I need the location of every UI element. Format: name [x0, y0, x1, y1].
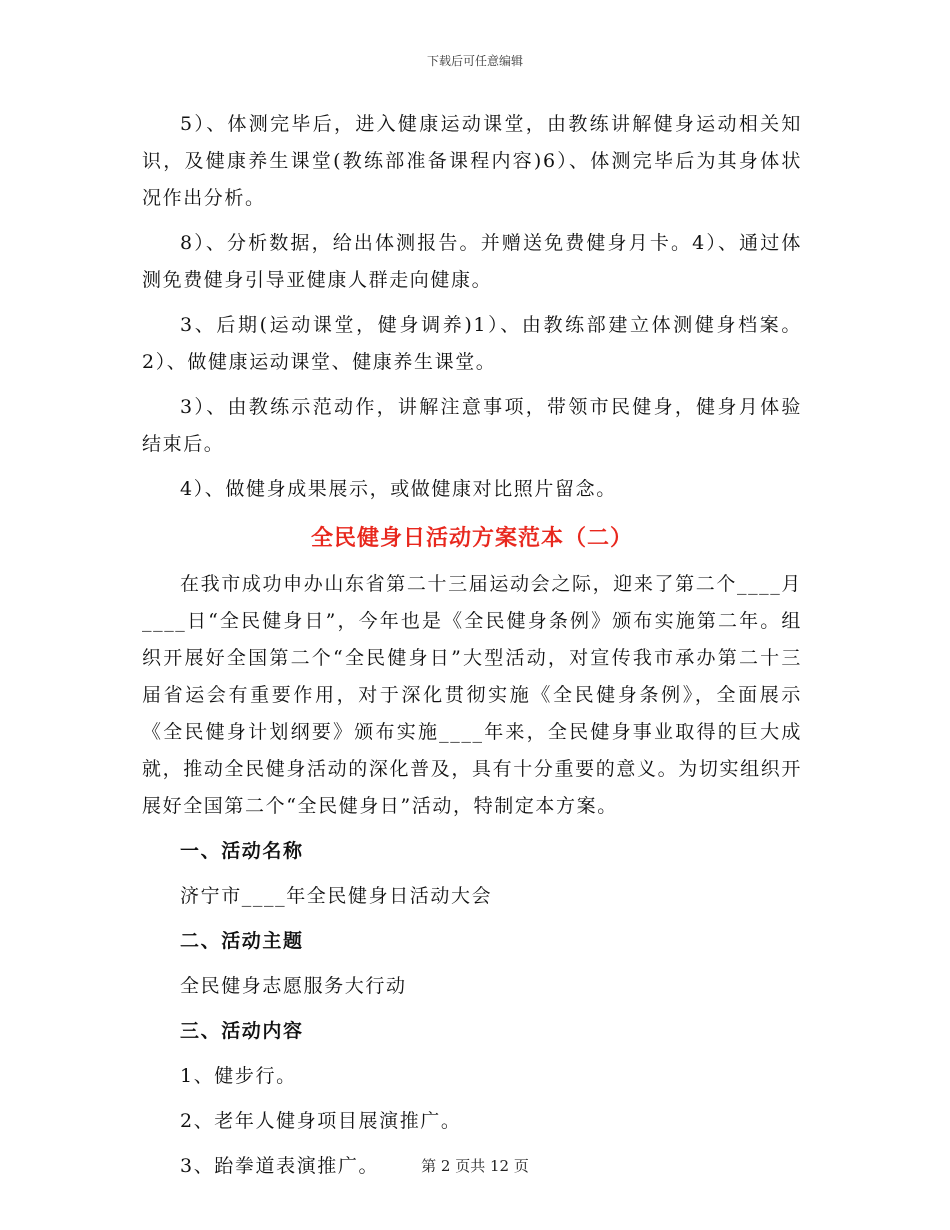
- list-item: 1、健步行。: [180, 1065, 297, 1087]
- section-heading-activity-theme: 二、活动主题: [180, 930, 304, 952]
- page-footer: 第 2 页共 12 页: [421, 1157, 529, 1175]
- section-body-activity-name: 济宁市____年全民健身日活动大会: [180, 885, 493, 907]
- list-item: 2、老年人健身项目展演推广。: [180, 1110, 462, 1132]
- paragraph-step-4: 4）、做健身成果展示，或做健康对比照片留念。: [180, 478, 617, 500]
- document-body: [142, 106, 802, 1193]
- page-header: 下载后可任意编辑: [426, 54, 523, 68]
- list-item: 3、跆拳道表演推广。: [180, 1155, 380, 1177]
- paragraph-step-8-4: 8）、分析数据，给出体测报告。并赠送免费健身月卡。4）、通过体测免费健身引导亚健康人群走向健康。: [142, 232, 802, 291]
- paragraph-step-5-6: 5）、体测完毕后，进入健康运动课堂，由教练讲解健身运动相关知识，及健康养生课堂(教练部准备课程内容)6）、体测完毕后为其身体状况作出分析。: [142, 113, 802, 209]
- paragraph-step-3: 3）、由教练示范动作，讲解注意事项，带领市民健身，健身月体验结束后。: [142, 396, 802, 455]
- section-body-activity-theme: 全民健身志愿服务大行动: [180, 975, 407, 997]
- document-title: 全民健身日活动方案范本（二）: [310, 525, 633, 551]
- section-heading-activity-content: 三、活动内容: [180, 1020, 304, 1042]
- intro-paragraph: 在我市成功申办山东省第二十三届运动会之际，迎来了第二个____月____日“全民健身日”，今年也是《全民健身条例》颁布实施第二年。组织开展好全国第二个“全民健身日”大型活动，对宣传我市承办第二十三届省运会有重要作用，对于深化贯彻实施《全民健身条例》，全面展示《全民健身计划纲要》颁布实施____年来，全民健身事业取得的巨大成就，推动全民健身活动的深化普及，具有十分重要的意义。为切实组织开展好全国第二个“全民健身日”活动，特制定本方案。: [142, 573, 802, 817]
- section-heading-activity-name: 一、活动名称: [180, 840, 304, 862]
- paragraph-later-stage: 3、后期(运动课堂，健身调养)1）、由教练部建立体测健身档案。2）、做健康运动课堂、健康养生课堂。: [142, 314, 802, 373]
